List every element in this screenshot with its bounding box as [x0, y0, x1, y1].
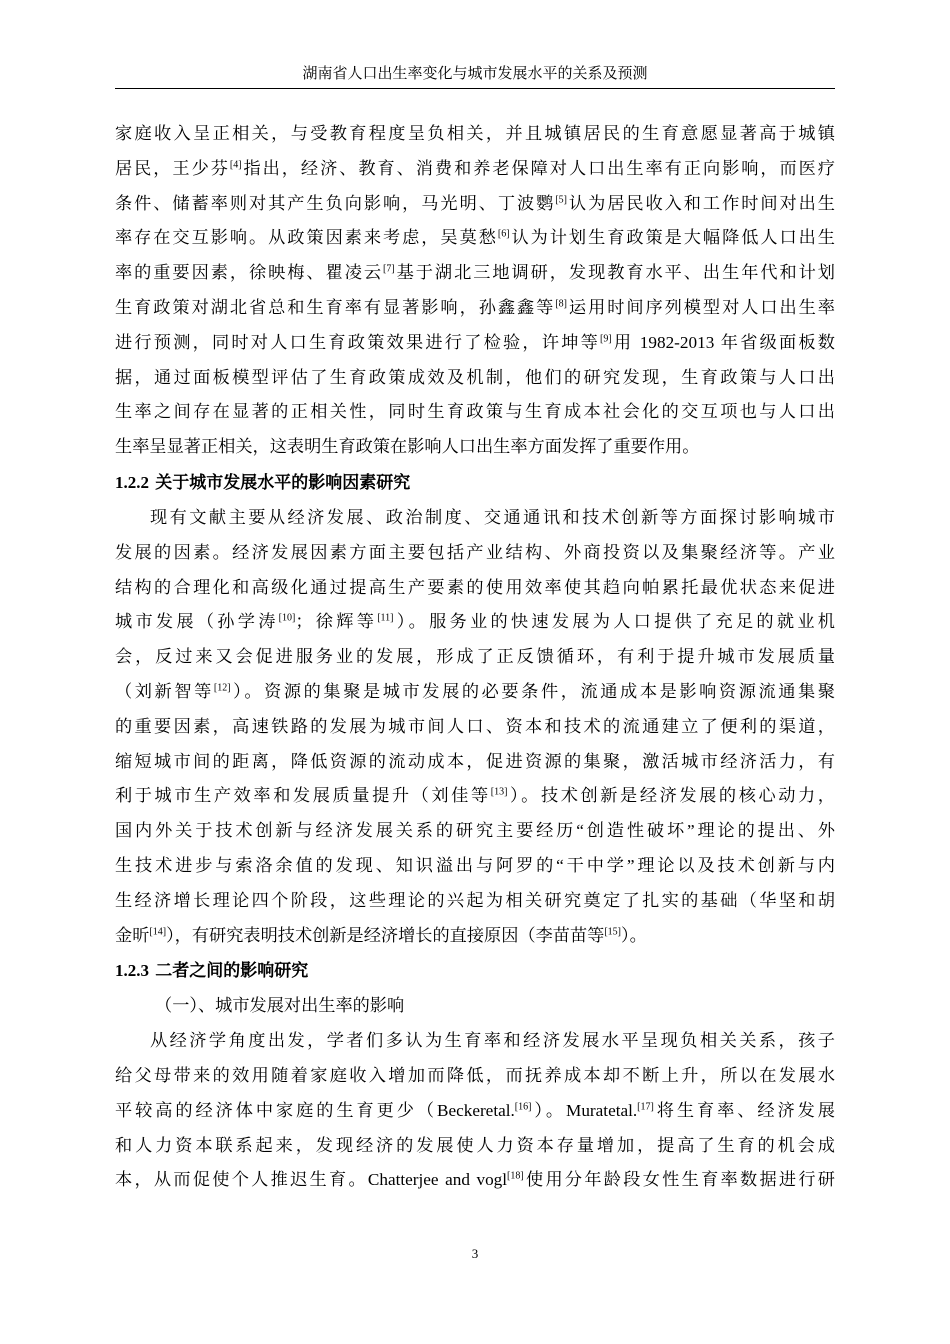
citation-ref: [4] [229, 159, 242, 171]
text-run: 金昕 [115, 925, 150, 945]
text-line [115, 536, 835, 571]
text-run: 国内外关于技术创新与经济发展关系的研究主要经历“创造性破坏”理论的提出、外 [115, 821, 835, 841]
text-line [115, 430, 835, 465]
text-run: 居民，王少芬 [115, 158, 230, 178]
text-run: ）。技术创新是经济发展的核心动力， [507, 786, 835, 806]
text-run: ）。Muratetal. [531, 1100, 638, 1120]
text-line [115, 745, 835, 780]
text-line [115, 919, 835, 954]
text-run: 从经济学角度出发，学者们多认为生育率和经济发展水平呈现负相关关系，孩子 [150, 1031, 835, 1051]
page-number: 3 [471, 1246, 479, 1261]
text-run: ；徐辉等 [295, 612, 378, 632]
text-line [115, 779, 835, 814]
text-line [115, 571, 835, 606]
text-run: 据，通过面板模型评估了生育政策成效及机制，他们的研究发现，生育政策与人口出 [115, 367, 835, 387]
text-line [115, 152, 835, 187]
citation-ref: [11] [377, 612, 394, 624]
citation-ref: [6] [497, 228, 510, 240]
text-run: 认为居民收入和工作时间对出生 [566, 193, 835, 213]
text-run: 平较高的经济体中家庭的生育更少（Beckeretal. [115, 1100, 515, 1120]
text-run: 生育政策对湖北省总和生育率有显著影响，孙鑫鑫等 [115, 297, 556, 317]
text-line [115, 1024, 835, 1059]
text-run: ），有研究表明技术创新是经济增长的直接原因（李苗苗等 [166, 925, 605, 945]
text-run: （刘新智等 [115, 681, 214, 701]
text-run: 城市发展（孙学涛 [115, 612, 279, 632]
running-header: 湖南省人口出生率变化与城市发展水平的关系及预测 [302, 66, 648, 82]
text-line [115, 117, 835, 152]
citation-ref: [7] [383, 263, 395, 275]
text-line [115, 291, 835, 326]
section-title: 关于城市发展水平的影响因素研究 [155, 472, 411, 492]
text-line [115, 814, 835, 849]
text-run: 率的重要因素，徐映梅、瞿凌云 [115, 263, 384, 283]
text-run: ）。资源的集聚是城市发展的必要条件，流通成本是影响资源流通集聚 [230, 681, 835, 701]
paragraph-122 [115, 501, 835, 953]
text-line [115, 640, 835, 675]
text-line [115, 849, 835, 884]
text-run: 生技术进步与索洛余值的发现、知识溢出与阿罗的“干中学”理论以及技术创新与内 [115, 855, 835, 875]
text-line [115, 884, 835, 919]
text-run: 认为计划生育政策是大幅降低人口出生 [509, 228, 835, 248]
text-line [115, 361, 835, 396]
page-body [115, 117, 835, 1198]
citation-ref: [14] [149, 925, 167, 937]
text-run: 发展的因素。经济发展因素方面主要包括产业结构、外商投资以及集聚经济等。产业 [115, 542, 835, 562]
subheading: （一）、城市发展对出生率的影响 [155, 996, 405, 1016]
citation-ref: [10] [278, 612, 296, 624]
text-run: ）。服务业的快速发展为人口提供了充足的就业机 [393, 612, 835, 632]
text-run: 基于湖北三地调研，发现教育水平、出生年代和计划 [394, 263, 835, 283]
text-run: 使用分年龄段女性生育率数据进行研 [523, 1170, 835, 1190]
citation-ref: [15] [604, 925, 622, 937]
text-run: 家庭收入呈正相关，与受教育程度呈负相关，并且城镇居民的生育意愿显著高于城镇 [115, 124, 835, 143]
text-run: 给父母带来的效用随着家庭收入增加而降低，而抚养成本却不断上升，所以在发展水 [115, 1065, 835, 1085]
text-run: 会，反过来又会促进服务业的发展，形成了正反馈循环，有利于提升城市发展质量 [115, 647, 835, 667]
text-run: 进行预测，同时对人口生育政策效果进行了检验，许坤等 [115, 332, 601, 352]
text-run: 将生育率、经济发展 [653, 1100, 835, 1120]
text-run: 缩短城市间的距离，降低资源的流动成本，促进资源的集聚，激活城市经济活力，有 [115, 751, 835, 771]
citation-ref: [16] [514, 1100, 532, 1112]
text-run: 和人力资本联系起来，发现经济的发展使人力资本存量增加，提高了生育的机会成 [115, 1135, 835, 1155]
text-line [115, 675, 835, 710]
section-number: 1.2.3 [115, 961, 149, 981]
citation-ref: [9] [600, 333, 612, 345]
text-run: 指出，经济、教育、消费和养老保障对人口出生率有正向影响，而医疗 [241, 158, 835, 178]
citation-ref: [8] [555, 298, 567, 310]
text-line [115, 1163, 835, 1198]
text-run: 现有文献主要从经济发展、政治制度、交通通讯和技术创新等方面探讨影响城市 [150, 507, 835, 527]
text-run: 利于城市生产效率和发展质量提升（刘佳等 [115, 786, 491, 806]
text-line [115, 1129, 835, 1164]
text-line [115, 326, 835, 361]
text-run: 率存在交互影响。从政策因素来考虑，吴莫愁 [115, 228, 498, 248]
text-run: 结构的合理化和高级化通过提高生产要素的使用效率使其趋向帕累托最优状态来促进 [115, 577, 835, 597]
citation-ref: [18] [507, 1170, 524, 1182]
text-run: 的重要因素，高速铁路的发展为城市间人口、资本和技术的流通建立了便利的渠道， [115, 716, 835, 736]
text-run: 条件、储蓄率则对其产生负向影响，马光明、丁波鹦 [115, 193, 556, 213]
header-rule [115, 88, 835, 89]
text-run: 本，从而促使个人推迟生育。Chatterjee and vogl [115, 1170, 508, 1190]
section-number: 1.2.2 [115, 472, 149, 492]
text-run: 运用时间序列模型对人口出生率 [566, 297, 835, 317]
text-line [115, 395, 835, 430]
text-line [115, 256, 835, 291]
citation-ref: [5] [555, 193, 567, 205]
citation-ref: [17] [637, 1100, 654, 1112]
section-heading-1-2-3 [115, 953, 835, 989]
text-run: 生经济增长理论四个阶段，这些理论的兴起为相关研究奠定了扎实的基础（华坚和胡 [115, 890, 835, 910]
text-run: 生率之间存在显著的正相关性，同时生育政策与生育成本社会化的交互项也与人口出 [115, 402, 835, 422]
citation-ref: [12] [213, 682, 231, 694]
text-line [115, 221, 835, 256]
section-title: 二者之间的影响研究 [155, 961, 309, 981]
text-line [115, 710, 835, 745]
text-run: 生率呈显著正相关，这表明生育政策在影响人口出生率方面发挥了重要作用。 [115, 437, 700, 457]
text-line [115, 605, 835, 640]
text-run: 用 1982-2013 年省级面板数 [611, 332, 835, 352]
text-line [115, 501, 835, 536]
text-run: ）。 [621, 925, 647, 945]
section-heading-1-2-2 [115, 465, 835, 501]
paragraph-121-tail [115, 117, 835, 465]
text-line [115, 1094, 835, 1129]
citation-ref: [13] [490, 786, 508, 798]
text-line [115, 187, 835, 222]
paragraph-123 [115, 1024, 835, 1198]
text-line [115, 1059, 835, 1094]
